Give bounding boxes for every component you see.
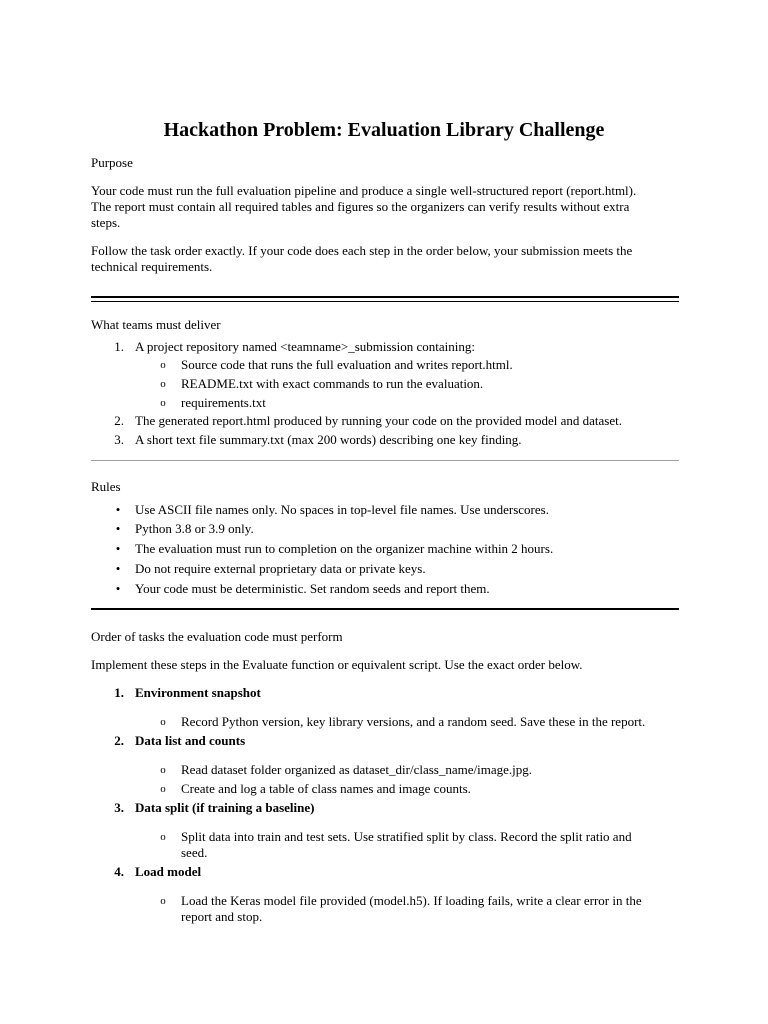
- rules-heading: Rules: [91, 479, 121, 494]
- sub-bullet-icon: o: [160, 783, 166, 795]
- step-number: 2.: [114, 733, 124, 748]
- bullet-icon: •: [115, 581, 121, 596]
- deliver-item-text: A project repository named <teamname>_submission containing:: [135, 339, 475, 354]
- deliver-subitem: README.txt with exact commands to run the evaluation.: [181, 376, 484, 391]
- step-number: 4.: [114, 864, 124, 879]
- sub-bullet-icon: o: [160, 397, 166, 409]
- sub-bullet-icon: o: [160, 716, 166, 728]
- bullet-icon: •: [115, 541, 121, 556]
- step-detail: Create and log a table of class names and image counts.: [181, 781, 471, 796]
- tasks-intro: Implement these steps in the Evaluate function or equivalent script. Use the exact order below.: [91, 657, 583, 672]
- step-detail: Record Python version, key library versions, and a random seed. Save these in the report.: [181, 714, 646, 729]
- rule-item: Python 3.8 or 3.9 only.: [135, 521, 254, 536]
- rule-item: Your code must be deterministic. Set random seeds and report them.: [135, 581, 490, 596]
- step-title: Environment snapshot: [135, 685, 261, 700]
- deliver-item-number: 1.: [114, 339, 124, 354]
- section-divider-thin: [91, 460, 679, 461]
- tasks-heading: Order of tasks the evaluation code must perform: [91, 629, 343, 644]
- rule-item: The evaluation must run to completion on the organizer machine within 2 hours.: [135, 541, 554, 556]
- sub-bullet-icon: o: [160, 764, 166, 776]
- step-number: 1.: [114, 685, 124, 700]
- step-detail: Load the Keras model file provided (model.h5). If loading fails, write a clear error in the: [181, 893, 642, 908]
- deliver-item-number: 3.: [114, 432, 124, 447]
- deliver-item-text: A short text file summary.txt (max 200 words) describing one key finding.: [135, 432, 522, 447]
- step-title: Data list and counts: [135, 733, 246, 748]
- purpose-paragraph-2-line-2: technical requirements.: [91, 259, 213, 274]
- page-title: Hackathon Problem: Evaluation Library Challenge: [163, 119, 605, 141]
- step-number: 3.: [114, 800, 124, 815]
- step-detail: Split data into train and test sets. Use stratified split by class. Record the split ratio and: [181, 829, 632, 844]
- deliver-heading: What teams must deliver: [91, 317, 221, 332]
- deliver-item-number: 2.: [114, 413, 124, 428]
- rule-item: Use ASCII file names only. No spaces in top-level file names. Use underscores.: [135, 502, 549, 517]
- step-title: Data split (if training a baseline): [135, 800, 315, 815]
- step-detail-continued: seed.: [181, 845, 208, 860]
- purpose-paragraph-1-line-1: Your code must run the full evaluation pipeline and produce a single well-structured report (report.html).: [91, 183, 637, 198]
- purpose-paragraph-1-line-3: steps.: [91, 215, 121, 230]
- purpose-paragraph-1-line-2: The report must contain all required tables and figures so the organizers can verify results without extra: [91, 199, 630, 214]
- sub-bullet-icon: o: [160, 895, 166, 907]
- sub-bullet-icon: o: [160, 831, 166, 843]
- deliver-subitem: requirements.txt: [181, 395, 266, 410]
- rule-item: Do not require external proprietary data or private keys.: [135, 561, 426, 576]
- deliver-subitem: Source code that runs the full evaluation and writes report.html.: [181, 357, 513, 372]
- step-detail: Read dataset folder organized as dataset_dir/class_name/image.jpg.: [181, 762, 532, 777]
- section-divider-dark: [91, 608, 679, 610]
- step-detail-continued: report and stop.: [181, 909, 263, 924]
- bullet-icon: •: [115, 521, 121, 536]
- purpose-heading: Purpose: [91, 155, 133, 170]
- bullet-icon: •: [115, 502, 121, 517]
- step-title: Load model: [135, 864, 202, 879]
- deliver-item-text: The generated report.html produced by running your code on the provided model and dataset.: [135, 413, 622, 428]
- sub-bullet-icon: o: [160, 378, 166, 390]
- section-divider-double: [91, 296, 679, 302]
- purpose-paragraph-2-line-1: Follow the task order exactly. If your code does each step in the order below, your submission meets the: [91, 243, 633, 258]
- bullet-icon: •: [115, 561, 121, 576]
- sub-bullet-icon: o: [160, 359, 166, 371]
